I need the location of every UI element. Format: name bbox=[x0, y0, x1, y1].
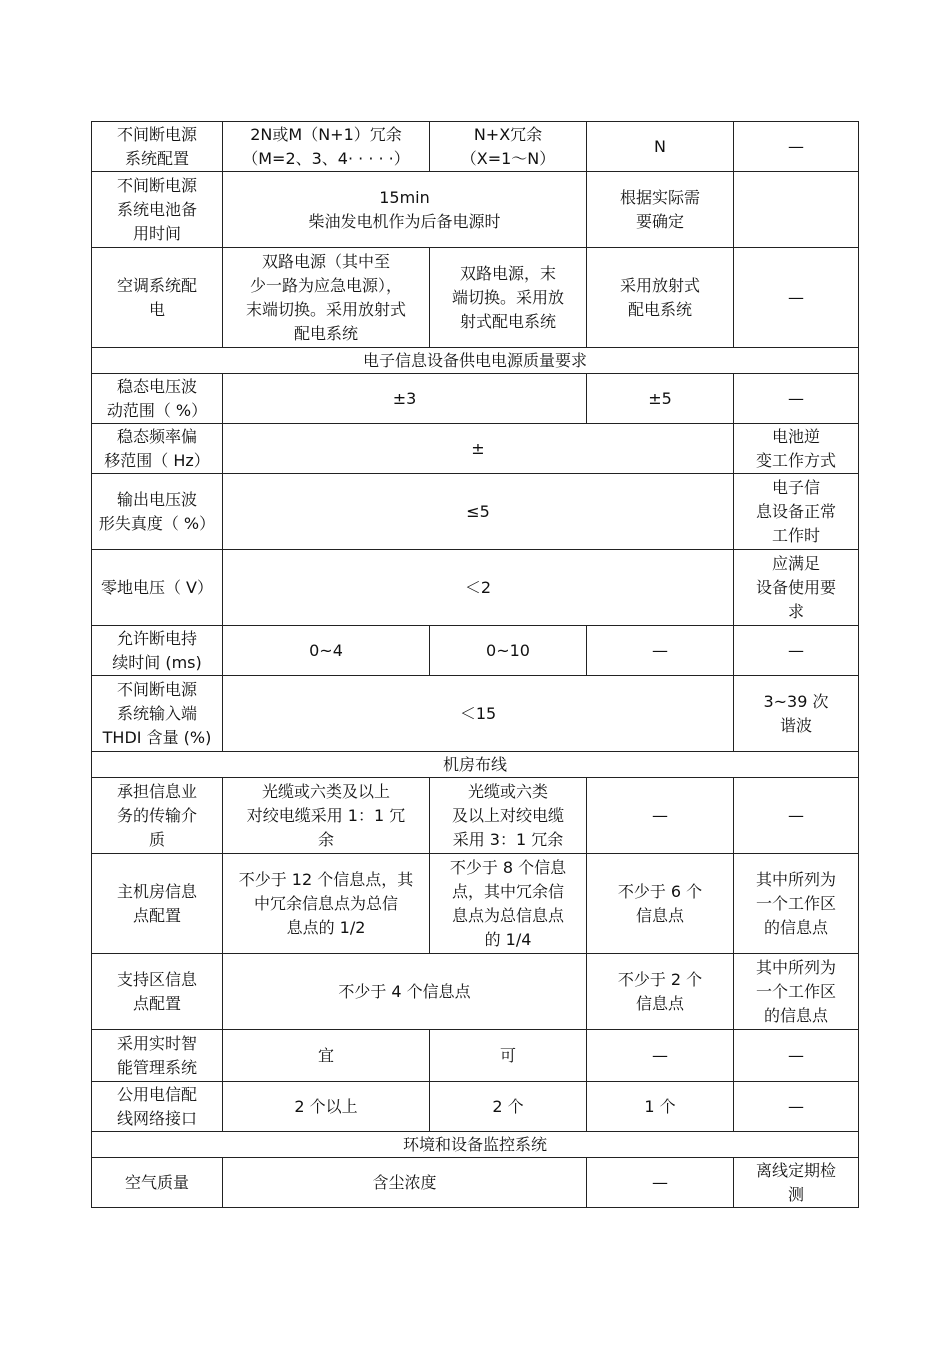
table-row bbox=[92, 550, 859, 626]
cell-c: — bbox=[587, 1158, 734, 1208]
cell-d: 电子信 息设备正常 工作时 bbox=[734, 474, 859, 550]
cell-d: 离线定期检 测 bbox=[734, 1158, 859, 1208]
row-label: 稳态电压波 动范围（ %） bbox=[92, 374, 223, 424]
table-row bbox=[92, 374, 859, 424]
cell-c: 1 个 bbox=[587, 1082, 734, 1132]
table-row bbox=[92, 424, 859, 474]
cell-b: 双路电源，末 端切换。采用放 射式配电系统 bbox=[430, 248, 587, 348]
row-label: 零地电压（ V） bbox=[92, 550, 223, 626]
row-label: 承担信息业 务的传输介 质 bbox=[92, 778, 223, 854]
table-row bbox=[92, 954, 859, 1030]
cell-d: — bbox=[734, 1030, 859, 1082]
row-label: 公用电信配 线网络接口 bbox=[92, 1082, 223, 1132]
table-row bbox=[92, 172, 859, 248]
cell-ab: ±3 bbox=[223, 374, 587, 424]
row-label: 采用实时智 能管理系统 bbox=[92, 1030, 223, 1082]
cell-ab: 含尘浓度 bbox=[223, 1158, 587, 1208]
cell-c: — bbox=[587, 778, 734, 854]
cell-d: — bbox=[734, 248, 859, 348]
table-row bbox=[92, 248, 859, 348]
cell-d: 应满足 设备使用要 求 bbox=[734, 550, 859, 626]
section-row bbox=[92, 752, 859, 778]
cell-b: 2 个 bbox=[430, 1082, 587, 1132]
cell-c: — bbox=[587, 1030, 734, 1082]
table-row bbox=[92, 676, 859, 752]
section-heading: 机房布线 bbox=[92, 752, 859, 778]
table-row bbox=[92, 626, 859, 676]
row-label: 空气质量 bbox=[92, 1158, 223, 1208]
cell-a: 2N或M（N+1）冗余 （M=2、3、4· · · · ·） bbox=[223, 122, 430, 172]
spec-table bbox=[91, 121, 859, 1208]
row-label: 支持区信息 点配置 bbox=[92, 954, 223, 1030]
row-label: 不间断电源 系统电池备 用时间 bbox=[92, 172, 223, 248]
cell-abc: ≤5 bbox=[223, 474, 734, 550]
cell-b: 光缆或六类 及以上对绞电缆 采用 3：1 冗余 bbox=[430, 778, 587, 854]
cell-d: 其中所列为 一个工作区 的信息点 bbox=[734, 954, 859, 1030]
cell-c: 不少于 2 个 信息点 bbox=[587, 954, 734, 1030]
table-row bbox=[92, 778, 859, 854]
row-label: 允许断电持 续时间 (ms) bbox=[92, 626, 223, 676]
cell-c: 根据实际需 要确定 bbox=[587, 172, 734, 248]
cell-a: 双路电源（其中至 少一路为应急电源）， 末端切换。采用放射式 配电系统 bbox=[223, 248, 430, 348]
cell-ab: 15min 柴油发电机作为后备电源时 bbox=[223, 172, 587, 248]
cell-b: 不少于 8 个信息 点，其中冗余信 息点为总信息点 的 1/4 bbox=[430, 854, 587, 954]
row-label: 不间断电源 系统输入端 THDI 含量 (%) bbox=[92, 676, 223, 752]
cell-d: — bbox=[734, 374, 859, 424]
cell-a: 2 个以上 bbox=[223, 1082, 430, 1132]
cell-a: 不少于 12 个信息点，其 中冗余信息点为总信 息点的 1/2 bbox=[223, 854, 430, 954]
row-label: 不间断电源 系统配置 bbox=[92, 122, 223, 172]
cell-a: 0~4 bbox=[223, 626, 430, 676]
cell-d: — bbox=[734, 1082, 859, 1132]
cell-a: 光缆或六类及以上 对绞电缆采用 1：1 冗 余 bbox=[223, 778, 430, 854]
cell-d: 其中所列为 一个工作区 的信息点 bbox=[734, 854, 859, 954]
table-row bbox=[92, 1158, 859, 1208]
table-row bbox=[92, 1030, 859, 1082]
table-row bbox=[92, 122, 859, 172]
section-heading: 电子信息设备供电电源质量要求 bbox=[92, 348, 859, 374]
cell-ab: 不少于 4 个信息点 bbox=[223, 954, 587, 1030]
cell-b: 可 bbox=[430, 1030, 587, 1082]
table-row bbox=[92, 1082, 859, 1132]
row-label: 稳态频率偏 移范围（ Hz） bbox=[92, 424, 223, 474]
cell-c: — bbox=[587, 626, 734, 676]
cell-d: — bbox=[734, 778, 859, 854]
cell-d: — bbox=[734, 626, 859, 676]
cell-d bbox=[734, 172, 859, 248]
table-row bbox=[92, 854, 859, 954]
cell-c: 不少于 6 个 信息点 bbox=[587, 854, 734, 954]
cell-d: 3~39 次 谐波 bbox=[734, 676, 859, 752]
cell-abc: ± bbox=[223, 424, 734, 474]
cell-d: — bbox=[734, 122, 859, 172]
cell-abc: ＜15 bbox=[223, 676, 734, 752]
section-row bbox=[92, 1132, 859, 1158]
cell-abc: ＜2 bbox=[223, 550, 734, 626]
row-label: 空调系统配 电 bbox=[92, 248, 223, 348]
table-row bbox=[92, 474, 859, 550]
cell-c: ±5 bbox=[587, 374, 734, 424]
cell-c: 采用放射式 配电系统 bbox=[587, 248, 734, 348]
cell-b: 0~10 bbox=[430, 626, 587, 676]
cell-a: 宜 bbox=[223, 1030, 430, 1082]
section-heading: 环境和设备监控系统 bbox=[92, 1132, 859, 1158]
cell-d: 电池逆 变工作方式 bbox=[734, 424, 859, 474]
cell-c: N bbox=[587, 122, 734, 172]
section-row bbox=[92, 348, 859, 374]
row-label: 主机房信息 点配置 bbox=[92, 854, 223, 954]
cell-b: N+X冗余 （X=1～N） bbox=[430, 122, 587, 172]
row-label: 输出电压波 形失真度（ %） bbox=[92, 474, 223, 550]
